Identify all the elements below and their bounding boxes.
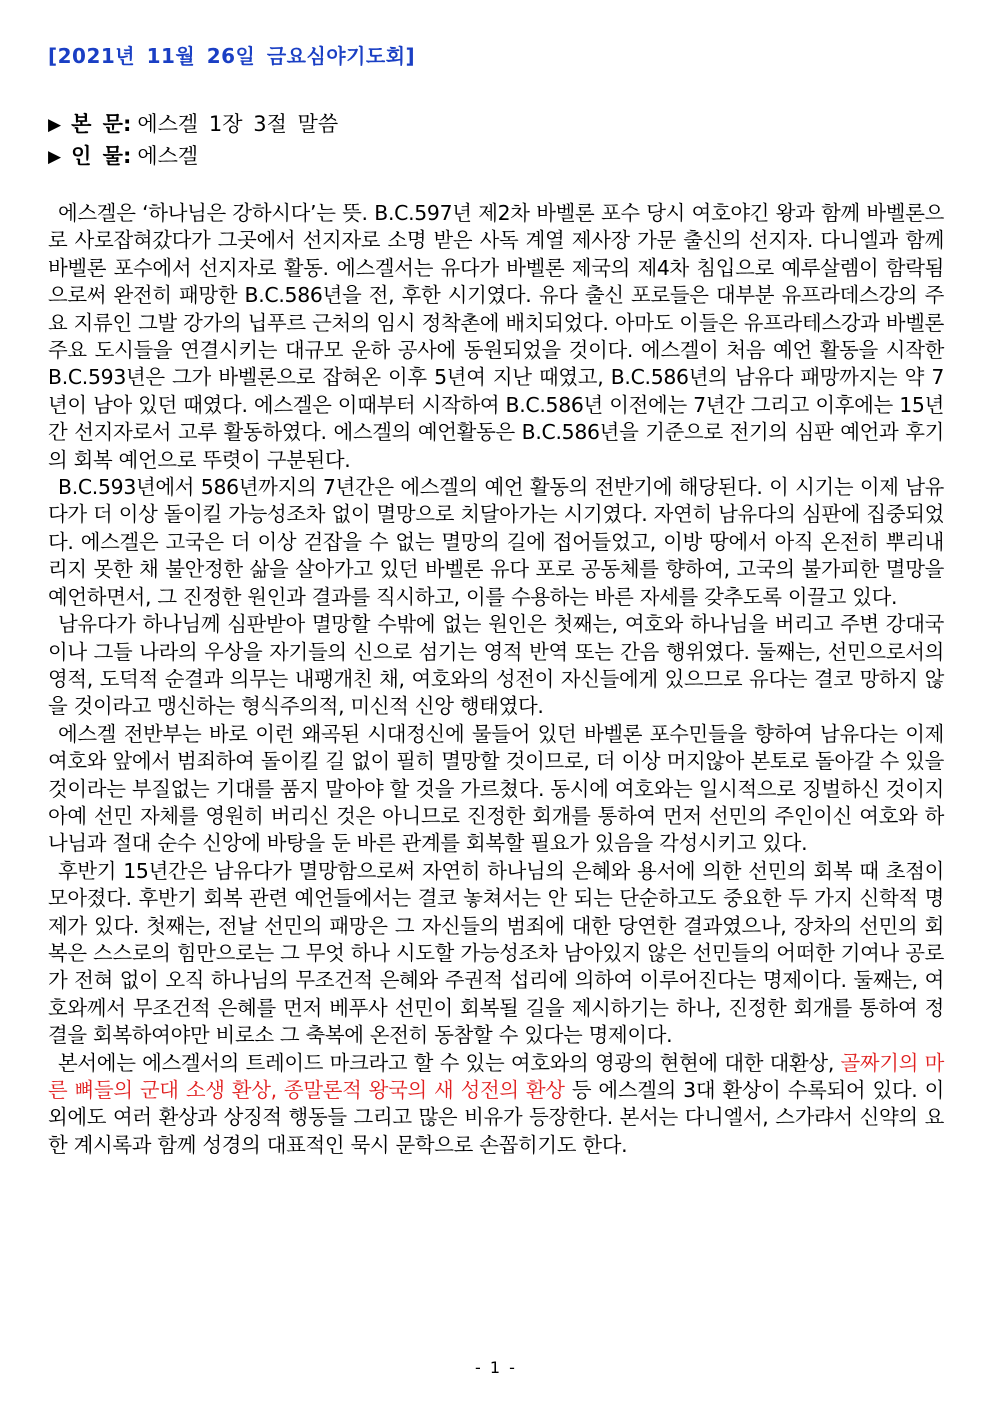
document-body (48, 200, 944, 1159)
scripture-label: 본 문: (71, 112, 132, 136)
paragraph: 에스겔은 ‘하나님은 강하시다’는 뜻. B.C.597년 제2차 바벨론 포수 당시 여호야긴 왕과 함께 바벨론으로 사로잡혀갔다가 그곳에서 선지자로 소명 받은 사독 계열 제사장 가문 출신의 선지자. 다니엘과 함께 바벨론 포수에서 선지자로 활동. 에스겔서는 유다가 바벨론 제국의 제4차 침입으로 예루살렘이 함락됨으로써 완전히 패망한 B.C.586년을 전, 후한 시기였다. 유다 출신 포로들은 대부분 유프라데스강의 주요 지류인 그발 강가의 닙푸르 근처의 임시 정착촌에 배치되었다. 아마도 이들은 유프라테스강과 바벨론 주요 도시들을 연결시키는 대규모 운하 공사에 동원되었을 것이다. 에스겔이 처음 예언 활동을 시작한 B.C.593년은 그가 바벨론으로 잡혀온 이후 5년여 지난 때였고, B.C.586년의 남유다 패망까지는 약 7년이 남아 있던 때였다. 에스겔은 이때부터 시작하여 B.C.586년 이전에는 7년간 그리고 이후에는 15년간 선지자로서 고루 활동하였다. 에스겔의 예언활동은 B.C.586년을 기준으로 전기의 심판 예언과 후기의 회복 예언으로 뚜렷이 구분된다. (48, 201, 944, 472)
highlighted-text: 골짜기의 마른 뼈들의 군대 소생 환상, 종말론적 왕국의 새 성전의 환상 (48, 1050, 944, 1102)
person-label: 인 물: (71, 144, 132, 168)
triangle-right-icon: ▶ (48, 115, 62, 135)
page-number: - 1 - (475, 1358, 517, 1377)
scripture-value: 에스겔 1장 3절 말씀 (137, 112, 339, 136)
page-title: [2021년 11월 26일 금요심야기도회] (48, 44, 416, 68)
paragraph-text: 등 에스겔의 3대 환상이 수록되어 있다. 이외에도 여러 환상과 상징적 행동들 그리고 많은 비유가 등장한다. 본서는 다니엘서, 스가랴서 신약의 요한 계시록과 함께 성경의 대표적인 묵시 문학으로 손꼽히기도 한다. (48, 1078, 945, 1157)
paragraph-text: 본서에는 에스겔서의 트레이드 마크라고 할 수 있는 여호와의 영광의 현현에 대한 대환상, (58, 1050, 841, 1075)
scripture-reference-row (48, 109, 338, 141)
paragraph: 에스겔 전반부는 바로 이런 왜곡된 시대정신에 물들어 있던 바벨론 포수민들을 향하여 남유다는 이제 여호와 앞에서 범죄하여 돌이킬 길 없이 필히 멸망할 것이므로, 더 이상 머지않아 본토로 돌아갈 수 있을 것이라는 부질없는 기대를 품지 말아야 할 것을 가르쳤다. 동시에 여호와는 일시적으로 징벌하신 것이지 아예 선민 자체를 영원히 버리신 것은 아니므로 진정한 회개를 통하여 먼저 선민의 주인이신 여호와 하나님과 절대 순수 신앙에 바탕을 둔 바른 관계를 회복할 필요가 있음을 각성시키고 있다. (48, 721, 944, 856)
person-value: 에스겔 (137, 144, 199, 168)
paragraph (48, 1050, 944, 1160)
triangle-right-icon: ▶ (48, 147, 62, 167)
person-row (48, 141, 198, 173)
paragraph: 후반기 15년간은 남유다가 멸망함으로써 자연히 하나님의 은혜와 용서에 의한 선민의 회복 때 초점이 모아졌다. 후반기 회복 관련 예언들에서는 결코 놓쳐서는 안 되는 단순하고도 중요한 두 가지 신학적 명제가 있다. 첫째는, 전날 선민의 패망은 그 자신들의 범죄에 대한 당연한 결과였으나, 장차의 선민의 회복은 스스로의 힘만으로는 그 무엇 하나 시도할 가능성조차 남아있지 않은 선민들의 어떠한 기여나 공로가 전혀 없이 오직 하나님의 무조건적 은혜와 주권적 섭리에 의하여 이루어진다는 명제이다. 둘째는, 여호와께서 무조건적 은혜를 먼저 베푸사 선민이 회복될 길을 제시하기는 하나, 진정한 회개를 통하여 정결을 회복하여야만 비로소 그 축복에 온전히 동참할 수 있다는 명제이다. (48, 858, 944, 1048)
paragraph: 남유다가 하나님께 심판받아 멸망할 수밖에 없는 원인은 첫째는, 여호와 하나님을 버리고 주변 강대국이나 그들 나라의 우상을 자기들의 신으로 섬기는 영적 반역 또는 간음 행위였다. 둘째는, 선민으로서의 영적, 도덕적 순결과 의무는 내팽개친 채, 여호와의 성전이 자신들에게 있으므로 유다는 결코 망하지 않을 것이라고 맹신하는 형식주의적, 미신적 신앙 행태였다. (48, 612, 944, 719)
paragraph: B.C.593년에서 586년까지의 7년간은 에스겔의 예언 활동의 전반기에 해당된다. 이 시기는 이제 남유다가 더 이상 돌이킬 가능성조차 없이 멸망으로 치달아가는 시기였다. 자연히 남유다의 심판에 집중되었다. 에스겔은 고국은 더 이상 걷잡을 수 없는 멸망의 길에 접어들었고, 이방 땅에서 아직 온전히 뿌리내리지 못한 채 불안정한 삶을 살아가고 있던 바벨론 유다 포로 공동체를 향하여, 고국의 불가피한 멸망을 예언하면서, 그 진정한 원인과 결과를 직시하고, 이를 수용하는 바른 자세를 갖추도록 이끌고 있다. (48, 475, 944, 609)
